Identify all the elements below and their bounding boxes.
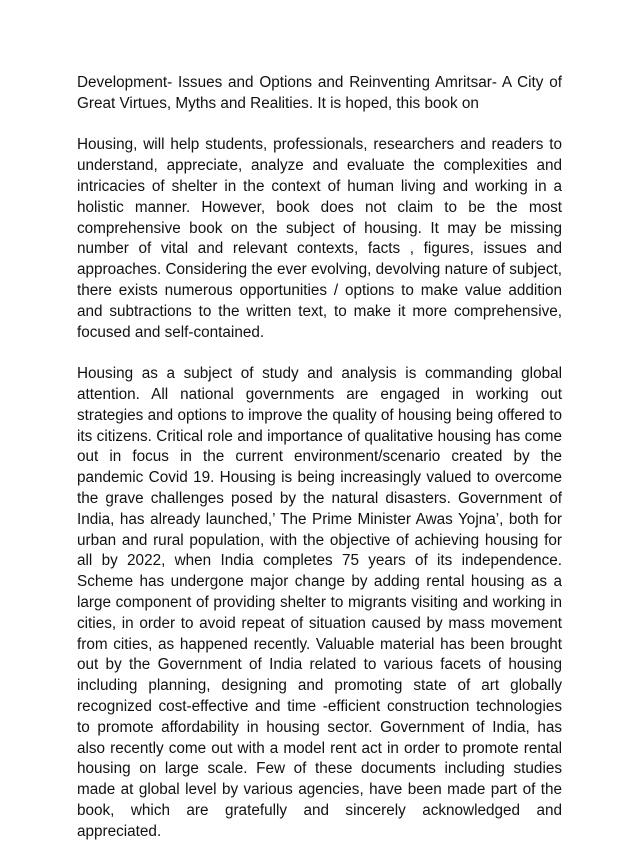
- paragraph-intro: Development- Issues and Options and Reinventing Amritsar- A City of Great Virtues, Myths and Realities. It is hoped, this book on: [77, 74, 562, 112]
- paragraph-housing-global: Housing as a subject of study and analysis is commanding global attention. All national governments are engaged in working out strategies and options to improve the quality of housing being offered to its citizens. Critical role and importance of qualitative housing has come out in focus in the current environment/scenario created by the pandemic Covid 19. Housing is being increasingly valued to overcome the grave challenges posed by the natural disasters. Government of India, has already launched,’ The Prime Minister Awas Yojna’, both for urban and rural population, with the objective of achieving housing for all by 2022, when India completes 75 years of its independence. Scheme has undergone major change by adding rental housing as a large component of providing shelter to migrants visiting and working in cities, in order to avoid repeat of situation caused by mass movement from cities, as happened recently. Valuable material has been brought out by the Government of India related to various facets of housing including planning, designing and promoting state of art globally recognized cost-effective and time -efficient construction technologies to promote affordability in housing sector. Government of India, has also recently come out with a model rent act in order to promote rental housing on large scale. Few of these documents including studies made at global level by various agencies, have been made part of the book, which are gratefully and sincerely acknowledged and appreciated.: [77, 365, 562, 840]
- body-text: [77, 73, 562, 842]
- paragraph-housing-purpose: Housing, will help students, professionals, researchers and readers to understand, appreciate, analyze and evaluate the complexities and intricacies of shelter in the context of human living and working in a holistic manner. However, book does not claim to be the most comprehensive book on the subject of housing. It may be missing number of vital and relevant contexts, facts , figures, issues and approaches. Considering the ever evolving, devolving nature of subject, there exists numerous opportunities / options to make value addition and subtractions to the written text, to make it more comprehensive, focused and self-contained.: [77, 136, 562, 341]
